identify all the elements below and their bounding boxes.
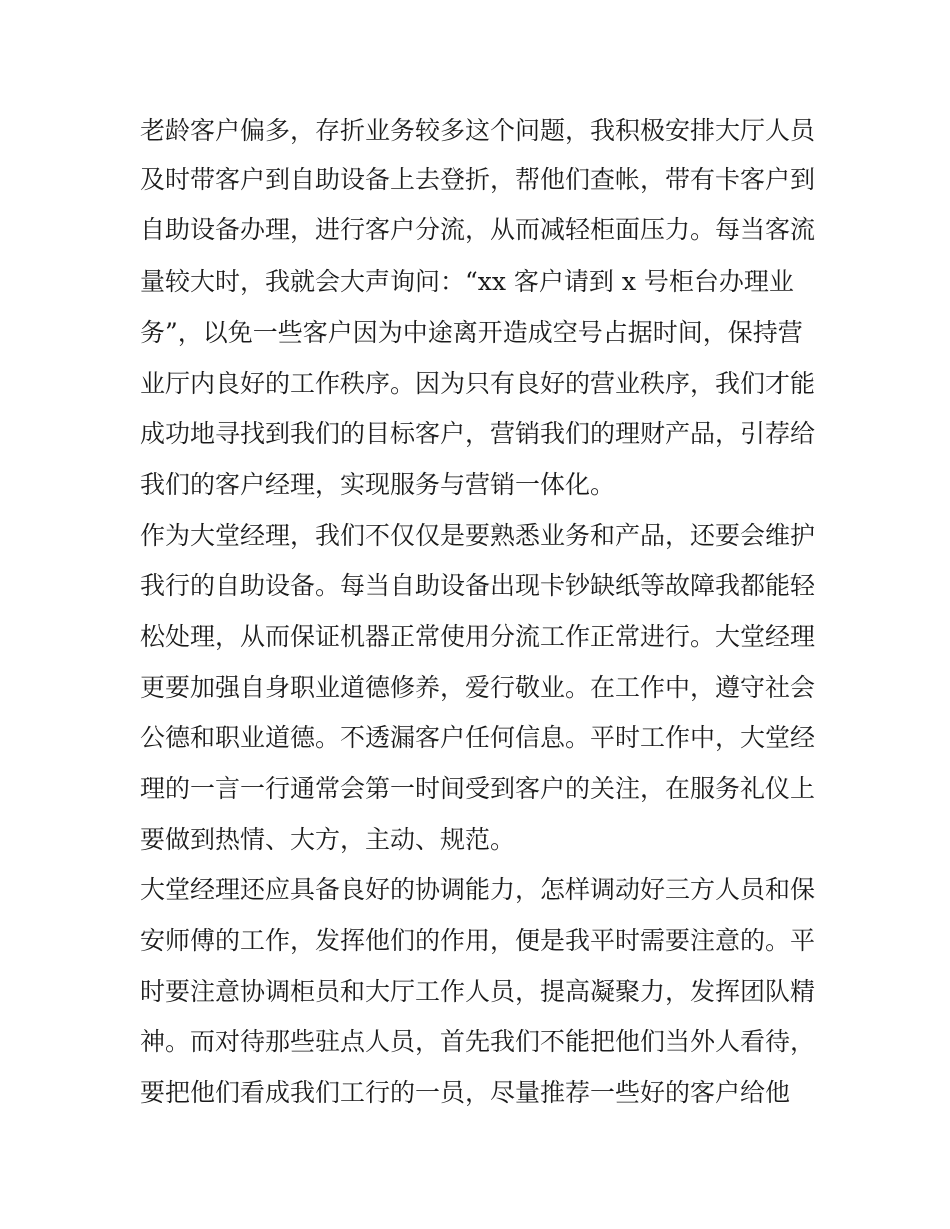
text-line: 自助设备办理，进行客户分流，从而减轻柜面压力。每当客流	[140, 215, 816, 244]
text-line: 成功地寻找到我们的目标客户，营销我们的理财产品，引荐给	[140, 419, 816, 448]
text-line: 及时带客户到自助设备上去登折，帮他们查帐，带有卡客户到	[140, 165, 816, 194]
text-line: 我行的自助设备。每当自助设备出现卡钞缺纸等故障我都能轻	[140, 571, 816, 600]
text-line: 松处理，从而保证机器正常使用分流工作正常进行。大堂经理	[140, 622, 816, 651]
text-line: 作为大堂经理，我们不仅仅是要熟悉业务和产品，还要会维护	[140, 521, 816, 550]
text-line: 公德和职业道德。不透漏客户任何信息。平时工作中，大堂经	[140, 723, 816, 752]
text-line: 量较大时，我就会大声询问：“xx 客户请到 x 号柜台办理业	[140, 267, 794, 296]
text-line: 神。而对待那些驻点人员，首先我们不能把他们当外人看待，	[140, 1027, 816, 1056]
text-line: 大堂经理还应具备良好的协调能力，怎样调动好三方人员和保	[140, 875, 816, 904]
text-line: 时要注意协调柜员和大厅工作人员，提高凝聚力，发挥团队精	[140, 977, 816, 1006]
text-line: 更要加强自身职业道德修养，爱行敬业。在工作中，遵守社会	[140, 673, 816, 702]
text-line: 老龄客户偏多，存折业务较多这个问题，我积极安排大厅人员	[140, 116, 816, 145]
text-line: 我们的客户经理，实现服务与营销一体化。	[140, 470, 616, 499]
text-line: 安师傅的工作，发挥他们的作用，便是我平时需要注意的。平	[140, 926, 816, 955]
text-line: 要把他们看成我们工行的一员，尽量推荐一些好的客户给他	[140, 1078, 791, 1107]
text-line: 要做到热情、大方，主动、规范。	[140, 825, 516, 854]
text-line: 业厅内良好的工作秩序。因为只有良好的营业秩序，我们才能	[140, 369, 816, 398]
text-line: 务”，以免一些客户因为中途离开造成空号占据时间，保持营	[140, 318, 803, 347]
text-line: 理的一言一行通常会第一时间受到客户的关注，在服务礼仪上	[140, 774, 816, 803]
